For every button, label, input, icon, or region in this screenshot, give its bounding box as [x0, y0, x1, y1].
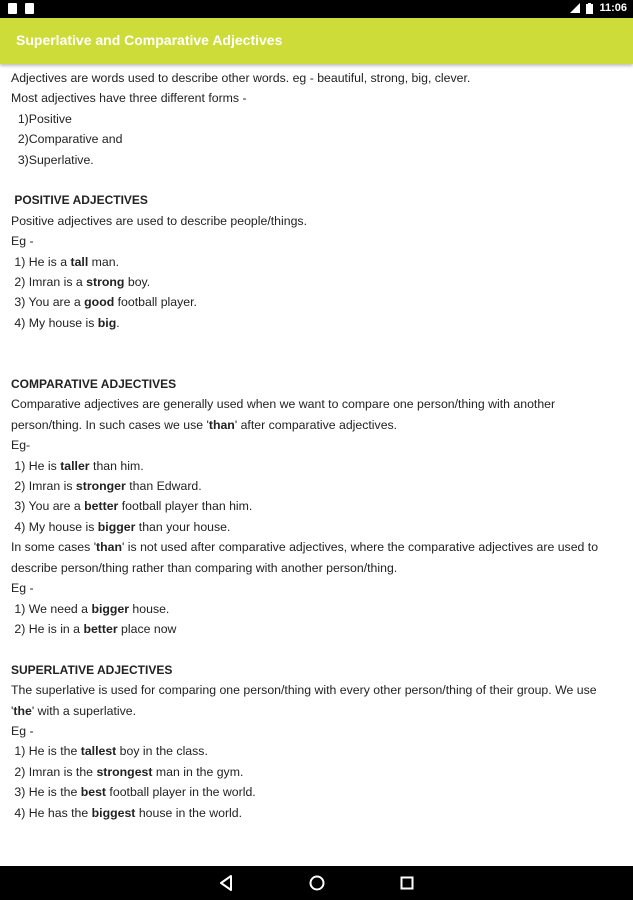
back-icon[interactable]	[216, 873, 236, 893]
comparative-eg: Eg -	[11, 581, 34, 596]
superlative-heading: SUPERLATIVE ADJECTIVES	[11, 662, 173, 677]
example-line: 3) You are a better football player than him.	[11, 499, 253, 514]
positive-eg: Eg -	[11, 234, 34, 249]
comparative-description: Comparative adjectives are generally used when we want to compare one person/thing with another	[11, 397, 556, 412]
example-line: 4) He has the biggest house in the world.	[11, 805, 243, 820]
comparative-heading: COMPARATIVE ADJECTIVES	[11, 377, 177, 392]
page-title: Superlative and Comparative Adjectives	[16, 32, 283, 48]
example-line: 3) You are a good football player.	[11, 295, 197, 310]
comparative-note: describe person/thing rather than comparing with another person/thing.	[11, 560, 398, 575]
notification-icon	[8, 3, 17, 14]
intro-line: Most adjectives have three different forms -	[11, 91, 247, 106]
example-line: 4) My house is bigger than your house.	[11, 519, 231, 534]
comparative-eg: Eg-	[11, 438, 31, 453]
example-line: 2) Imran is a strong boy.	[11, 275, 151, 290]
wifi-off-icon	[570, 3, 580, 13]
article-content	[11, 68, 626, 823]
intro-line: 3)Superlative.	[11, 152, 94, 167]
recents-icon[interactable]	[397, 873, 417, 893]
battery-icon	[586, 3, 593, 14]
navigation-bar	[0, 866, 633, 900]
example-line: 2) Imran is the strongest man in the gym.	[11, 764, 244, 779]
superlative-description: The superlative is used for comparing one person/thing with every other person/thing of their group. We use	[11, 683, 597, 698]
superlative-eg: Eg -	[11, 723, 34, 738]
example-line: 1) He is taller than him.	[11, 458, 144, 473]
intro-line: 1)Positive	[11, 111, 72, 126]
example-line: 2) He is in a better place now	[11, 621, 177, 636]
positive-description: Positive adjectives are used to describe people/things.	[11, 213, 307, 228]
example-line: 1) He is a tall man.	[11, 254, 120, 269]
status-time: 11:06	[599, 2, 627, 14]
notification-icon-2	[25, 3, 34, 14]
superlative-description: 'the' with a superlative.	[11, 703, 136, 718]
positive-heading: POSITIVE ADJECTIVES	[11, 193, 148, 208]
home-icon[interactable]	[307, 873, 327, 893]
comparative-note: In some cases 'than' is not used after comparative adjectives, where the comparative adjectives are used to	[11, 540, 599, 555]
intro-line: Adjectives are words used to describe other words. eg - beautiful, strong, big, clever.	[11, 71, 471, 85]
example-line: 1) He is the tallest boy in the class.	[11, 744, 208, 759]
example-line: 3) He is the best football player in the world.	[11, 785, 256, 800]
comparative-description: person/thing. In such cases we use 'than' after comparative adjectives.	[11, 417, 398, 432]
app-bar	[0, 18, 633, 64]
example-line: 4) My house is big.	[11, 315, 120, 330]
example-line: 2) Imran is stronger than Edward.	[11, 479, 202, 494]
status-bar	[0, 0, 633, 18]
intro-line: 2)Comparative and	[11, 132, 123, 147]
example-line: 1) We need a bigger house.	[11, 601, 170, 616]
